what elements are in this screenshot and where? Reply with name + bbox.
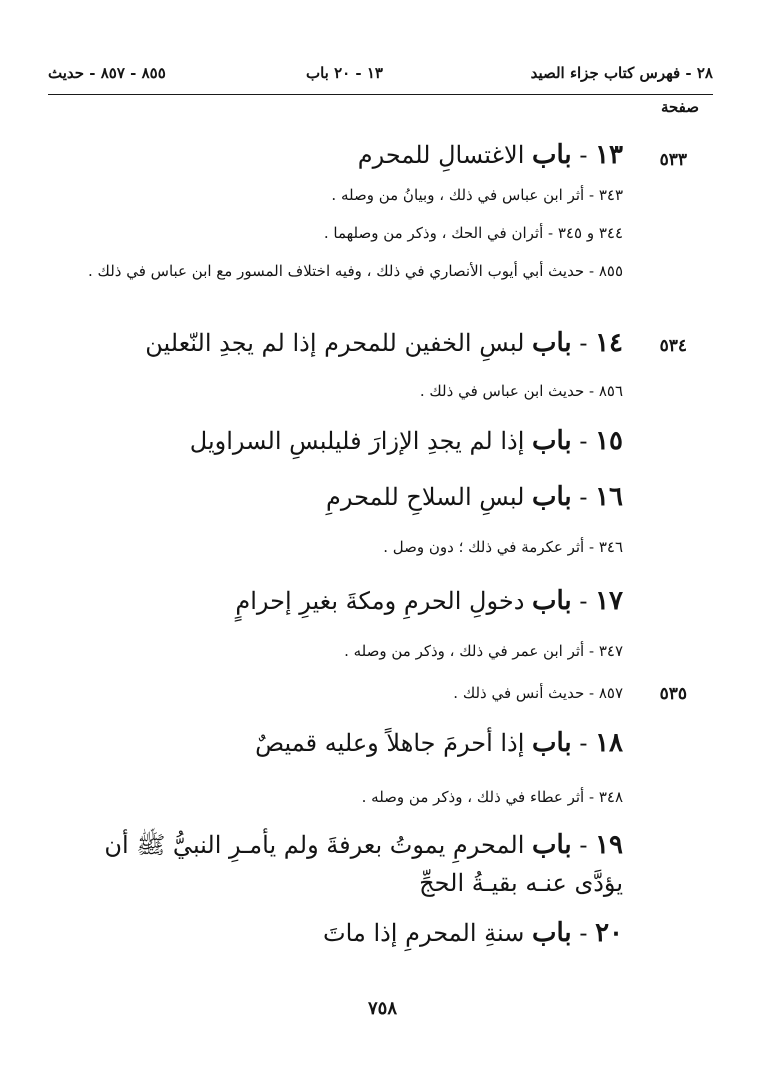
section-keyword: باب [532,328,572,358]
section-title: إذا أحرمَ جاهلاً وعليه قميصٌ [255,729,525,757]
section-title: سنةِ المحرمِ إذا ماتَ [323,919,525,947]
section-keyword: باب [532,426,572,456]
section-number: ١٨ [595,728,623,758]
section-number: ١٦ [595,482,623,512]
section-title: لبسِ الخفين للمحرم إذا لم يجدِ النّعلين [145,329,525,357]
section-number: ١٤ [595,328,623,358]
section-separator: - [579,729,588,757]
section-keyword: باب [532,830,572,860]
section-separator: - [579,329,588,357]
section-title: دخولِ الحرمِ ومكةَ بغيرِ إحرامٍ [235,587,525,615]
section-number: ٢٠ [595,918,623,948]
section-keyword: باب [532,586,572,616]
section-number: ١٣ [595,140,623,170]
page-column-label: صفحة [660,98,699,116]
header-chapter-title: ٢٨ - فهرس كتاب جزاء الصيد [530,64,713,82]
section-heading [190,424,623,458]
section-keyword: باب [532,140,572,170]
section-separator: - [579,831,588,859]
entry-line: ٨٥٥ - حديث أبي أيوب الأنصاري في ذلك ، وفيه اختلاف المسور مع ابن عباس في ذلك . [88,262,623,280]
running-header [40,60,713,90]
section-title: المحرمِ يموتُ بعرفةَ ولم يأمـرِ النبيُّ ﷺ أن يؤدَّى عنـه بقيـةُ الحجِّ [104,831,623,897]
page-ref: ٥٣٣ [659,150,687,170]
header-hadith-range: ٨٥٥ - ٨٥٧ - حديث [48,64,166,82]
entry-line: ٣٤٣ - أثر ابن عباس في ذلك ، وبيانُ من وصله . [331,186,623,204]
section-keyword: باب [532,482,572,512]
section-separator: - [579,141,588,169]
section-number: ١٧ [595,586,623,616]
section-separator: - [579,427,588,455]
section-title: لبسِ السلاحِ للمحرمِ [326,483,525,511]
section-keyword: باب [532,918,572,948]
entry-line: ٣٤٦ - أثر عكرمة في ذلك ؛ دون وصل . [383,538,623,556]
entry-line: ٣٤٧ - أثر ابن عمر في ذلك ، وذكر من وصله . [344,642,623,660]
entry-line: ٣٤٨ - أثر عطاء في ذلك ، وذكر من وصله . [361,788,623,806]
section-heading [358,138,623,172]
section-number: ١٥ [595,426,623,456]
section-number: ١٩ [595,830,623,860]
section-title: إذا لم يجدِ الإزارَ فليلبسِ السراويل [189,427,525,455]
page-ref: ٥٣٥ [659,684,687,704]
section-separator: - [579,919,588,947]
entry-line: ٨٥٧ - حديث أنس في ذلك . [453,684,623,702]
page-ref: ٥٣٤ [659,336,687,356]
entry-line: ٨٥٦ - حديث ابن عباس في ذلك . [419,382,623,400]
section-separator: - [579,483,588,511]
section-heading [323,916,623,950]
header-section-range: ١٣ - ٢٠ باب [305,64,383,82]
section-heading [50,826,623,902]
section-heading [145,326,623,360]
section-keyword: باب [532,728,572,758]
section-separator: - [579,587,588,615]
header-rule [48,94,713,95]
section-heading [255,726,623,760]
section-heading [326,480,623,514]
entry-line: ٣٤٤ و ٣٤٥ - أثران في الحك ، وذكر من وصلهما . [323,224,623,242]
section-heading [235,584,623,618]
section-title: الاغتسالِ للمحرم [357,141,525,169]
page-number: ٧٥٨ [367,998,397,1019]
